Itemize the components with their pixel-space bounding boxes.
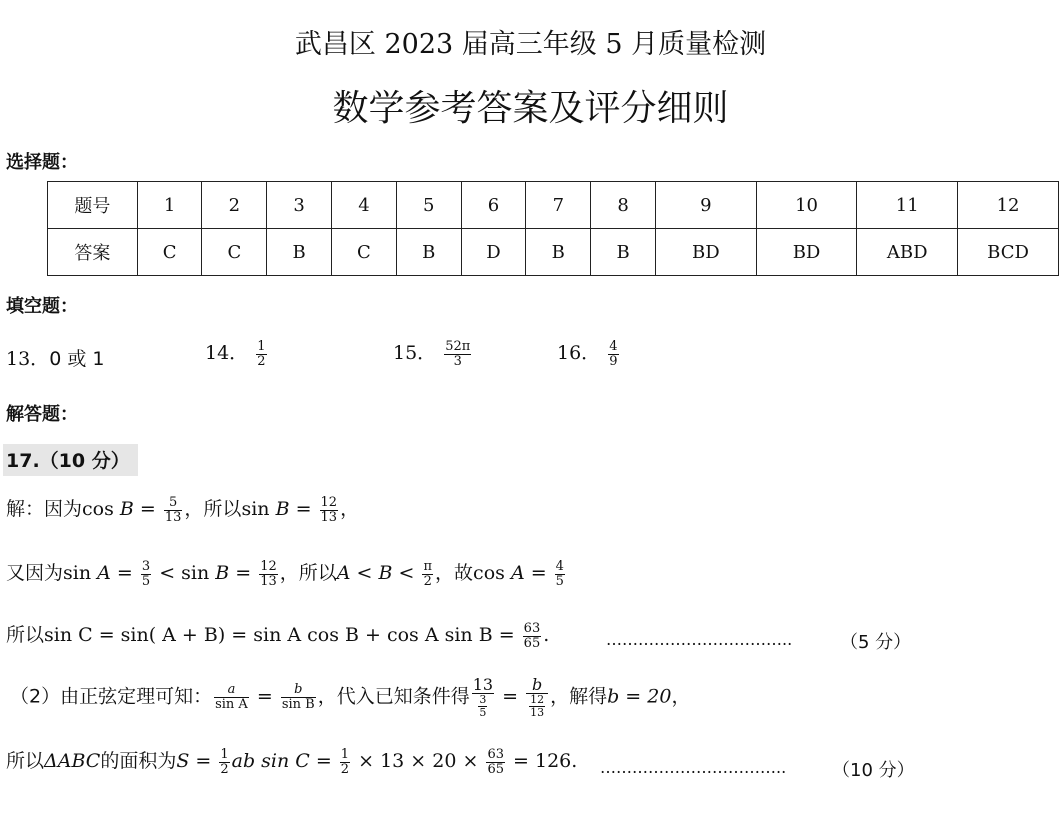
document-title: 武昌区 2023 届高三年级 5 月质量检测 xyxy=(294,29,767,60)
section-solve-label: 解答题： xyxy=(6,404,78,425)
denominator: 2 xyxy=(220,761,229,777)
fraction xyxy=(529,694,545,719)
text: ，解得 xyxy=(550,685,608,708)
math-var: S = xyxy=(176,750,218,772)
denominator: 13 xyxy=(320,509,338,525)
numerator: 4 xyxy=(555,558,564,574)
compound-fraction xyxy=(526,676,548,719)
fraction xyxy=(444,340,471,369)
fraction xyxy=(281,683,316,712)
question-number: 12 xyxy=(958,182,1059,229)
fraction xyxy=(555,560,565,589)
answer-cell: BD xyxy=(655,229,756,276)
math-expr: b = 20 xyxy=(607,685,672,708)
denominator: 9 xyxy=(609,353,618,369)
fill-answer-15 xyxy=(393,338,473,369)
denominator: sin B xyxy=(281,697,315,712)
numerator: 52π xyxy=(445,338,471,354)
question-17-label: 17.（10 分） xyxy=(3,444,138,476)
math-op: . xyxy=(571,750,578,772)
score-label: （10 分） xyxy=(832,760,915,781)
numerator: a xyxy=(214,683,249,698)
math-fn: sin xyxy=(63,562,92,584)
solution-line-4 xyxy=(10,676,690,719)
fill-answer-13 xyxy=(6,344,104,371)
fraction xyxy=(422,560,433,589)
table-row-answers xyxy=(48,229,1059,276)
question-number: 5 xyxy=(396,182,461,229)
denominator: 5 xyxy=(555,573,564,589)
fraction xyxy=(523,622,542,651)
question-number: 11 xyxy=(857,182,958,229)
text: ， xyxy=(671,685,691,708)
fraction xyxy=(486,748,505,777)
answer-cell: B xyxy=(396,229,461,276)
answer-cell: C xyxy=(202,229,267,276)
denominator: 5 xyxy=(141,573,151,589)
answer-cell: ABD xyxy=(857,229,958,276)
solution-line-2 xyxy=(6,558,567,589)
fraction xyxy=(164,496,183,525)
answer-value: 0 或 1 xyxy=(49,348,105,370)
compound-fraction xyxy=(472,676,494,719)
question-number: 7 xyxy=(526,182,591,229)
numerator: 12 xyxy=(530,693,545,706)
denominator: 13 xyxy=(260,573,277,589)
math-fn: cos xyxy=(473,562,505,584)
numerator: 12 xyxy=(260,558,277,574)
denominator: 2 xyxy=(423,573,432,589)
numerator: 3 xyxy=(479,693,487,706)
question-number: 3 xyxy=(267,182,332,229)
numerator: 63 xyxy=(523,620,541,636)
question-number: 1 xyxy=(137,182,202,229)
denominator xyxy=(526,694,548,719)
solution-line-3 xyxy=(6,620,549,651)
denominator: 5 xyxy=(479,706,487,719)
fraction xyxy=(259,560,278,589)
question-number: 6 xyxy=(461,182,526,229)
denominator: 13 xyxy=(164,509,182,525)
numerator: 1 xyxy=(340,746,350,762)
math-op: = xyxy=(289,498,318,520)
fraction xyxy=(219,748,229,777)
numerator: π xyxy=(423,558,433,574)
answer-cell: B xyxy=(267,229,332,276)
numerator: 13 xyxy=(472,675,494,694)
fraction xyxy=(320,496,339,525)
question-number: 15． xyxy=(393,342,437,364)
text: ，代入已知条件得 xyxy=(317,685,470,708)
score-leader-dots: …………………………….. xyxy=(606,630,793,649)
denominator: 2 xyxy=(257,353,266,369)
math-op: = 126 xyxy=(506,750,572,772)
fraction xyxy=(340,748,350,777)
math-op: < sin xyxy=(153,562,216,584)
fraction xyxy=(214,683,249,712)
fraction xyxy=(256,340,266,369)
fraction xyxy=(478,694,487,719)
math-var: A xyxy=(97,562,111,584)
math-var: B xyxy=(215,562,230,584)
question-number: 14． xyxy=(205,342,249,364)
math-op: = xyxy=(229,562,258,584)
denominator: sin A xyxy=(215,697,248,712)
denominator: 65 xyxy=(523,635,541,651)
document-subtitle: 数学参考答案及评分细则 xyxy=(332,88,729,129)
text: ，所以 xyxy=(279,562,337,584)
text: ，故 xyxy=(435,562,474,584)
math-fn: sin xyxy=(241,498,270,520)
math-expr: ab sin C = xyxy=(231,750,338,772)
fill-answer-14 xyxy=(205,338,269,369)
solution-line-1 xyxy=(6,494,359,525)
numerator: 1 xyxy=(257,338,266,354)
answer-cell: D xyxy=(461,229,526,276)
numerator: 12 xyxy=(320,494,338,510)
denominator: 13 xyxy=(530,706,545,719)
math-var: A xyxy=(510,562,525,584)
solution-line-5 xyxy=(6,746,577,777)
math-op: = xyxy=(524,562,553,584)
math-expr: ΔABC xyxy=(44,750,101,772)
numerator: 63 xyxy=(487,746,504,762)
answer-cell: B xyxy=(591,229,656,276)
question-number: 10 xyxy=(756,182,857,229)
question-number: 13． xyxy=(6,348,50,370)
numerator: 3 xyxy=(141,558,151,574)
numerator: b xyxy=(526,676,548,694)
math-op: = xyxy=(133,498,162,520)
math-op: = xyxy=(250,685,279,708)
text: 所以 xyxy=(6,624,45,646)
text: ， xyxy=(340,498,360,520)
table-row-label: 答案 xyxy=(48,229,138,276)
numerator: 5 xyxy=(164,496,183,511)
math-op: . xyxy=(543,624,550,646)
math-var: B xyxy=(119,498,134,520)
denominator: 65 xyxy=(487,761,504,777)
math-expr: sin C = sin( A + B) = sin A cos B + cos A sin B = xyxy=(44,624,521,646)
section-choice-label: 选择题： xyxy=(6,152,78,173)
denominator: 3 xyxy=(453,353,462,369)
text: 的面积为 xyxy=(100,750,177,772)
math-op: = xyxy=(110,562,139,584)
answer-cell: BD xyxy=(756,229,857,276)
section-fill-label: 填空题： xyxy=(6,296,78,317)
math-op: × 13 × 20 × xyxy=(352,750,485,772)
denominator xyxy=(472,694,494,719)
numerator: b xyxy=(281,683,316,698)
answer-cell: B xyxy=(526,229,591,276)
math-var: B xyxy=(275,498,290,520)
text: （2）由正弦定理可知： xyxy=(10,685,213,708)
question-number: 16． xyxy=(557,342,601,364)
question-number: 9 xyxy=(655,182,756,229)
score-leader-dots: …………………………….. xyxy=(600,758,787,777)
table-row-questions xyxy=(48,182,1059,229)
math-fn: cos xyxy=(82,498,114,520)
math-op: = xyxy=(496,685,525,708)
fraction xyxy=(141,560,151,589)
fill-answer-16 xyxy=(557,338,621,369)
math-expr: A < B < xyxy=(336,562,421,584)
numerator: 1 xyxy=(220,746,229,762)
answer-table xyxy=(47,181,1059,276)
text: 解：因为 xyxy=(6,498,83,520)
question-number: 4 xyxy=(332,182,397,229)
answer-cell: C xyxy=(137,229,202,276)
table-row-label: 题号 xyxy=(48,182,138,229)
denominator: 2 xyxy=(340,761,350,777)
question-number: 2 xyxy=(202,182,267,229)
text: 又因为 xyxy=(6,562,64,584)
fraction xyxy=(608,340,618,369)
text: ，所以 xyxy=(184,498,242,520)
numerator: 4 xyxy=(609,338,618,354)
score-label: （5 分） xyxy=(840,632,912,653)
question-number: 8 xyxy=(591,182,656,229)
answer-cell: BCD xyxy=(958,229,1059,276)
text: 所以 xyxy=(6,750,45,772)
answer-cell: C xyxy=(332,229,397,276)
